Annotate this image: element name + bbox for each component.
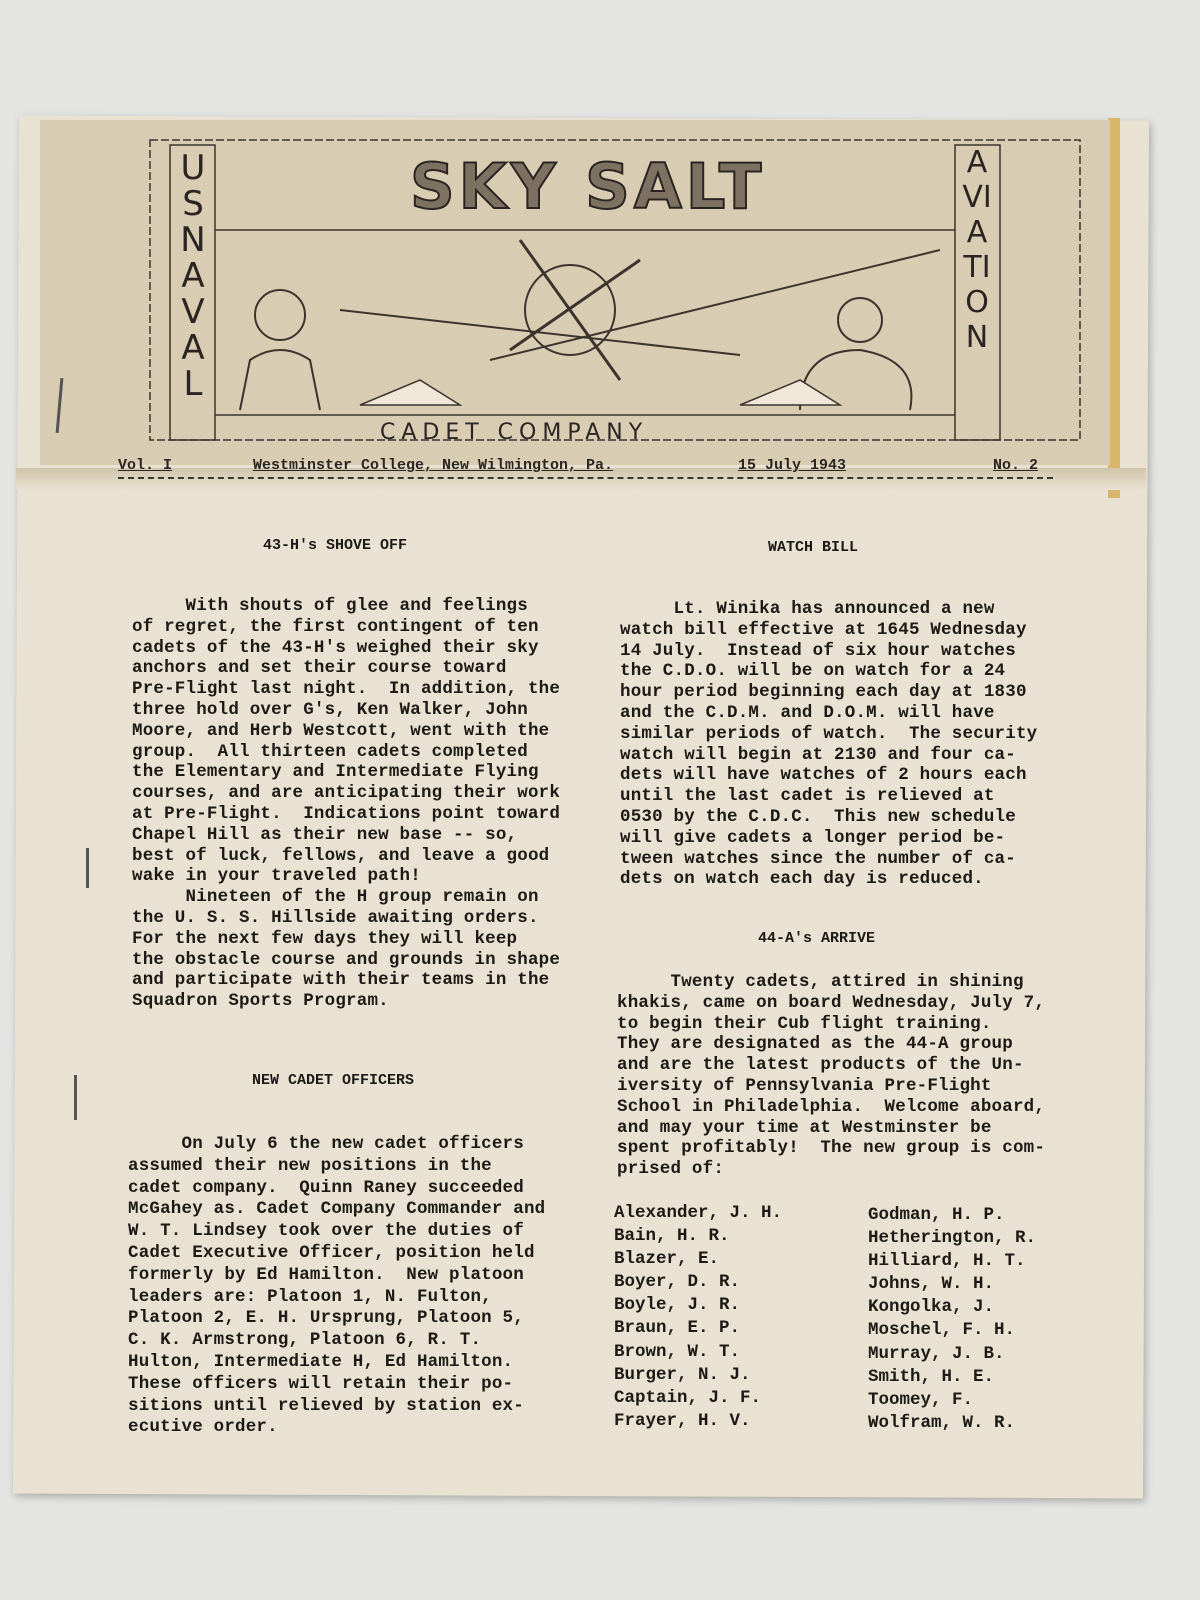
cadet-list-left <box>614 1203 782 1434</box>
masthead-title: SKY SALT <box>410 150 766 223</box>
article-heading-cadet-officers: NEW CADET OFFICERS <box>252 1072 415 1089</box>
cadet-name: Frayer, H. V. <box>614 1410 751 1431</box>
article-heading-watch-bill: WATCH BILL <box>768 539 859 556</box>
issue-date: 15 July 1943 <box>738 457 847 474</box>
cadet-name: Alexander, J. H. <box>614 1203 783 1223</box>
article-body-44a-arrive: Twenty cadets, attired in shining khakis, came on board Wednesday, July 7, to begin their Cub flight training. They are designated as the 44-A group and are the latest products of the Un- iversity of Pennsylvania Pre-Flight School in Philadelphia. Welcome aboard, and may your time at Westminster be spent profitably! The new group is com- prised of: <box>617 972 1046 1180</box>
cadet-name: Murray, J. B. <box>868 1343 1005 1364</box>
cadet-name: Moschel, F. H. <box>868 1320 1016 1341</box>
cadet-name: Captain, J. F. <box>614 1387 762 1408</box>
cadet-name: Smith, H. E. <box>868 1366 995 1387</box>
cadet-name: Wolfram, W. R. <box>868 1412 1016 1433</box>
article-heading-shove-off: 43-H's SHOVE OFF <box>263 537 408 554</box>
article-heading-44a-arrive: 44-A's ARRIVE <box>758 930 876 947</box>
cadet-name: Blazer, E. <box>614 1249 720 1270</box>
masthead-subtitle: CADET COMPANY <box>380 420 649 445</box>
location: Westminster College, New Wilmington, Pa. <box>253 457 614 474</box>
cadet-name: Hetherington, R. <box>868 1228 1037 1249</box>
cadet-name: Boyle, J. R. <box>614 1295 741 1316</box>
article-body-watch-bill: Lt. Winika has announced a new watch bill effective at 1645 Wednesday 14 July. Instead of six hour watches the C.D.O. will be on watch for a 24 hour period beginning each day at 1830 and the C.D.M. and D.O.M. will have similar periods of watch. The security watch will begin at 2130 and four ca- dets will have watches of 2 hours each until the last cadet is relieved at 0530 by the C.D.C. This new schedule will give cadets a longer period be- tween watches since the number of ca- dets on watch each day is reduced. <box>620 599 1038 890</box>
cadet-name: Godman, H. P. <box>868 1205 1005 1225</box>
masthead-left-vertical: US NAVAL <box>180 148 206 404</box>
cadet-name: Braun, E. P. <box>614 1318 741 1339</box>
staple <box>74 1075 77 1120</box>
issue-number: No. 2 <box>993 457 1039 474</box>
cadet-list-right <box>868 1205 1036 1436</box>
cadet-name: Hilliard, H. T. <box>868 1251 1026 1272</box>
volume: Vol. I <box>118 457 173 474</box>
masthead <box>40 120 1110 465</box>
cadet-name: Brown, W. T. <box>614 1341 741 1362</box>
article-body-shove-off: With shouts of glee and feelings of regret, the first contingent of ten cadets of the 43-H's weighed their sky anchors and set their course toward Pre-Flight last night. In addition, the three hold over G's, Ken Walker, John Moore, and Herb Westcott, went with the group. All thirteen cadets completed the Elementary and Intermediate Flying courses, and are anticipating their work at Pre-Flight. Indications point toward Chapel Hill as their new base -- so, best of luck, fellows, and leave a good wake in your traveled path! Nineteen of the H group remain on the U. S. S. Hillside awaiting orders. For the next few days they will keep the obstacle course and grounds in shape and participate with their teams in the Squadron Sports Program. <box>132 596 561 1012</box>
cadet-name: Kongolka, J. <box>868 1297 995 1318</box>
cadet-name: Toomey, F. <box>868 1389 974 1410</box>
cadet-name: Bain, H. R. <box>614 1226 730 1247</box>
staple <box>86 848 89 888</box>
cadet-name: Johns, W. H. <box>868 1274 995 1295</box>
cadet-name: Boyer, D. R. <box>614 1272 741 1293</box>
masthead-right-vertical: AVIATION <box>962 145 992 355</box>
info-bar <box>118 455 1053 479</box>
cadet-name: Burger, N. J. <box>614 1364 751 1385</box>
article-body-cadet-officers: On July 6 the new cadet officers assumed their new positions in the cadet company. Quinn Raney succeeded McGahey as. Cadet Company Commander and W. T. Lindsey took over the duties of Cadet Executive Officer, position held formerly by Ed Hamilton. New platoon leaders are: Platoon 1, N. Fulton, Platoon 2, E. H. Ursprung, Platoon 5, C. K. Armstrong, Platoon 6, R. T. Hulton, Intermediate H, Ed Hamilton. These officers will retain their po- sitions until relieved by station ex- ecutive order. <box>128 1134 546 1438</box>
